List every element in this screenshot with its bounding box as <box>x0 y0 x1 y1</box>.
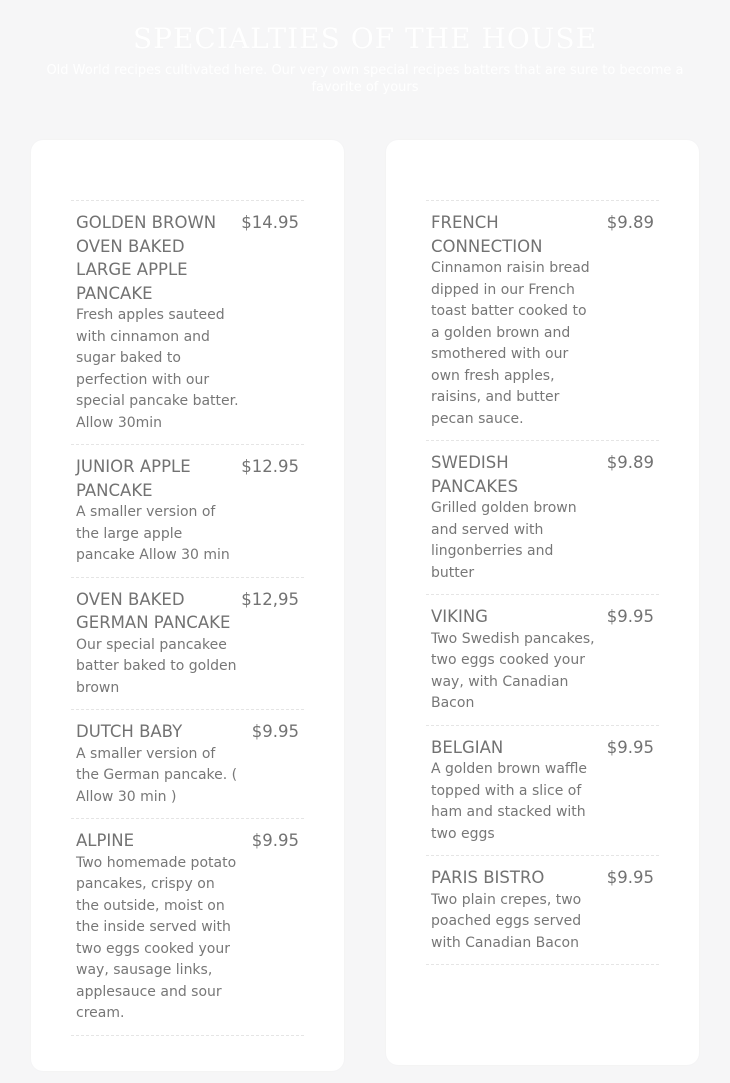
menu-item <box>71 578 304 711</box>
menu-item <box>426 726 659 857</box>
menu-item <box>71 201 304 445</box>
menu-item-name: FRENCH CONNECTION <box>431 213 543 256</box>
page-title: SPECIALTIES OF THE HOUSE <box>132 22 598 55</box>
menu-item-description: Cinnamon raisin bread dipped in our French toast batter cooked to a golden brown and smothered with our own fresh apples, raisins, and butter pecan sauce. <box>431 260 590 427</box>
menu-item-description: A smaller version of the large apple pancake Allow 30 min <box>76 504 230 563</box>
menu-item-price: $9.89 <box>606 213 654 232</box>
menu-item-description: Two Swedish pancakes, two eggs cooked your way, with Canadian Bacon <box>431 630 595 711</box>
menu-item-price: $9.95 <box>251 831 299 850</box>
menu-item-description: Two homemade potato pancakes, crispy on the outside, moist on the inside served with two eggs cooked your way, sausage links, applesauce and sour cream. <box>76 854 237 1021</box>
menu-item <box>426 856 659 965</box>
menu-item-name: VIKING <box>431 607 488 626</box>
menu-card-right <box>386 140 699 1065</box>
menu-list-right <box>426 200 659 965</box>
menu-item-name: OVEN BAKED GERMAN PANCAKE <box>76 589 231 632</box>
menu-item <box>426 201 659 441</box>
menu-item-description: A smaller version of the German pancake. ( Allow 30 min ) <box>76 745 238 805</box>
menu-item-price: $9.95 <box>251 722 299 741</box>
menu-item-price: $12.95 <box>241 457 299 476</box>
menu-item-price: $12,95 <box>241 589 299 609</box>
menu-item-description: A golden brown waffle topped with a slice of ham and stacked with two eggs <box>431 761 588 842</box>
menu-item <box>71 710 304 819</box>
menu-item-name: ALPINE <box>76 831 135 850</box>
menu-item-name: GOLDEN BROWN OVEN BAKED LARGE APPLE PANCAKE <box>76 213 217 303</box>
menu-item-description: Our special pancakee batter baked to golden brown <box>76 636 237 696</box>
menu-item <box>71 819 304 1036</box>
menu-item-name: BELGIAN <box>431 737 504 757</box>
menu-item-price: $9.89 <box>606 453 654 472</box>
menu-item-price: $14.95 <box>241 213 299 232</box>
menu-item-price: $9.95 <box>606 737 654 757</box>
menu-item <box>426 441 659 595</box>
page-header <box>0 0 730 120</box>
menu-item-description: Two plain crepes, two poached eggs served with Canadian Bacon <box>431 891 582 951</box>
menu-item <box>426 595 659 726</box>
menu-item <box>71 445 304 578</box>
menu-item-price: $9.95 <box>606 607 654 626</box>
page-subtitle: Old World recipes cultivated here. Our very own special recipes batters that are sure to become a favorite of yours <box>46 63 684 95</box>
menu-item-description: Fresh apples sauteed with cinnamon and sugar baked to perfection with our special pancake batter. Allow 30min <box>76 307 239 431</box>
menu-item-name: PARIS BISTRO <box>431 868 545 887</box>
menu-item-name: JUNIOR APPLE PANCAKE <box>76 457 191 500</box>
menu-card-left <box>31 140 344 1071</box>
menu-item-name: SWEDISH PANCAKES <box>431 453 519 496</box>
menu-item-name: DUTCH BABY <box>76 722 183 741</box>
menu-item-price: $9.95 <box>606 868 654 887</box>
menu-item-description: Grilled golden brown and served with lingonberries and butter <box>431 500 577 581</box>
menu-list-left <box>71 200 304 1036</box>
